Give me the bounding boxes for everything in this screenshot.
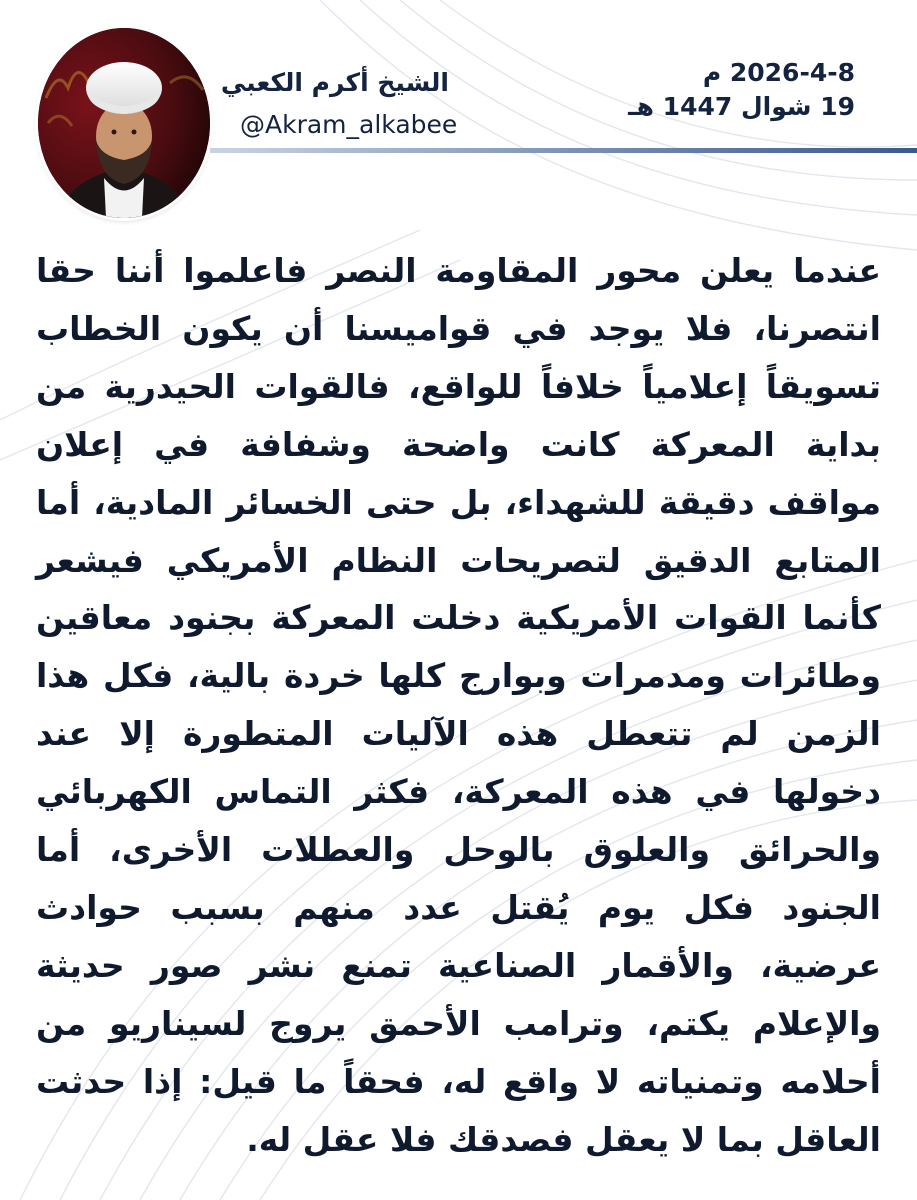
gregorian-date: 2026-4-8 م xyxy=(702,58,855,87)
post-header xyxy=(0,0,917,230)
avatar[interactable] xyxy=(38,28,210,218)
hijri-date: 19 شوال 1447 هـ xyxy=(628,92,855,121)
avatar-portrait-icon xyxy=(38,28,210,218)
header-divider xyxy=(210,148,917,153)
author-handle[interactable]: @Akram_alkabee xyxy=(240,110,458,139)
post-body-text: عندما يعلن محور المقاومة النصر فاعلموا أننا حقا انتصرنا، فلا يوجد في قواميسنا أن يكون الخطاب تسويقاً إعلامياً خلافاً للواقع، فالقوات الحيدرية من بداية المعركة كانت واضحة وشفافة في إعلان مواقف دقيقة للشهداء، بل حتى الخسائر المادية، أما المتابع الدقيق لتصريحات النظام الأمريكي فيشعر كأنما القوات الأمريكية دخلت المعركة بجنود معاقين وطائرات ومدمرات وبوارج كلها خردة بالية، فكل هذا الزمن لم تتعطل هذه الآليات المتطورة إلا عند دخولها في هذه المعركة، فكثر التماس الكهربائي والحرائق والعلوق بالوحل والعطلات الأخرى، أما الجنود فكل يوم يُقتل عدد منهم بسبب حوادث عرضية، والأقمار الصناعية تمنع نشر صور حديثة والإعلام يكتم، وترامب الأحمق يروج لسيناريو من أحلامه وتمنياته لا واقع له، فحقاً ما قيل: إذا حدثت العاقل بما لا يعقل فصدقك فلا عقل له. xyxy=(36,251,881,1159)
author-name[interactable]: الشيخ أكرم الكعبي xyxy=(220,68,449,97)
